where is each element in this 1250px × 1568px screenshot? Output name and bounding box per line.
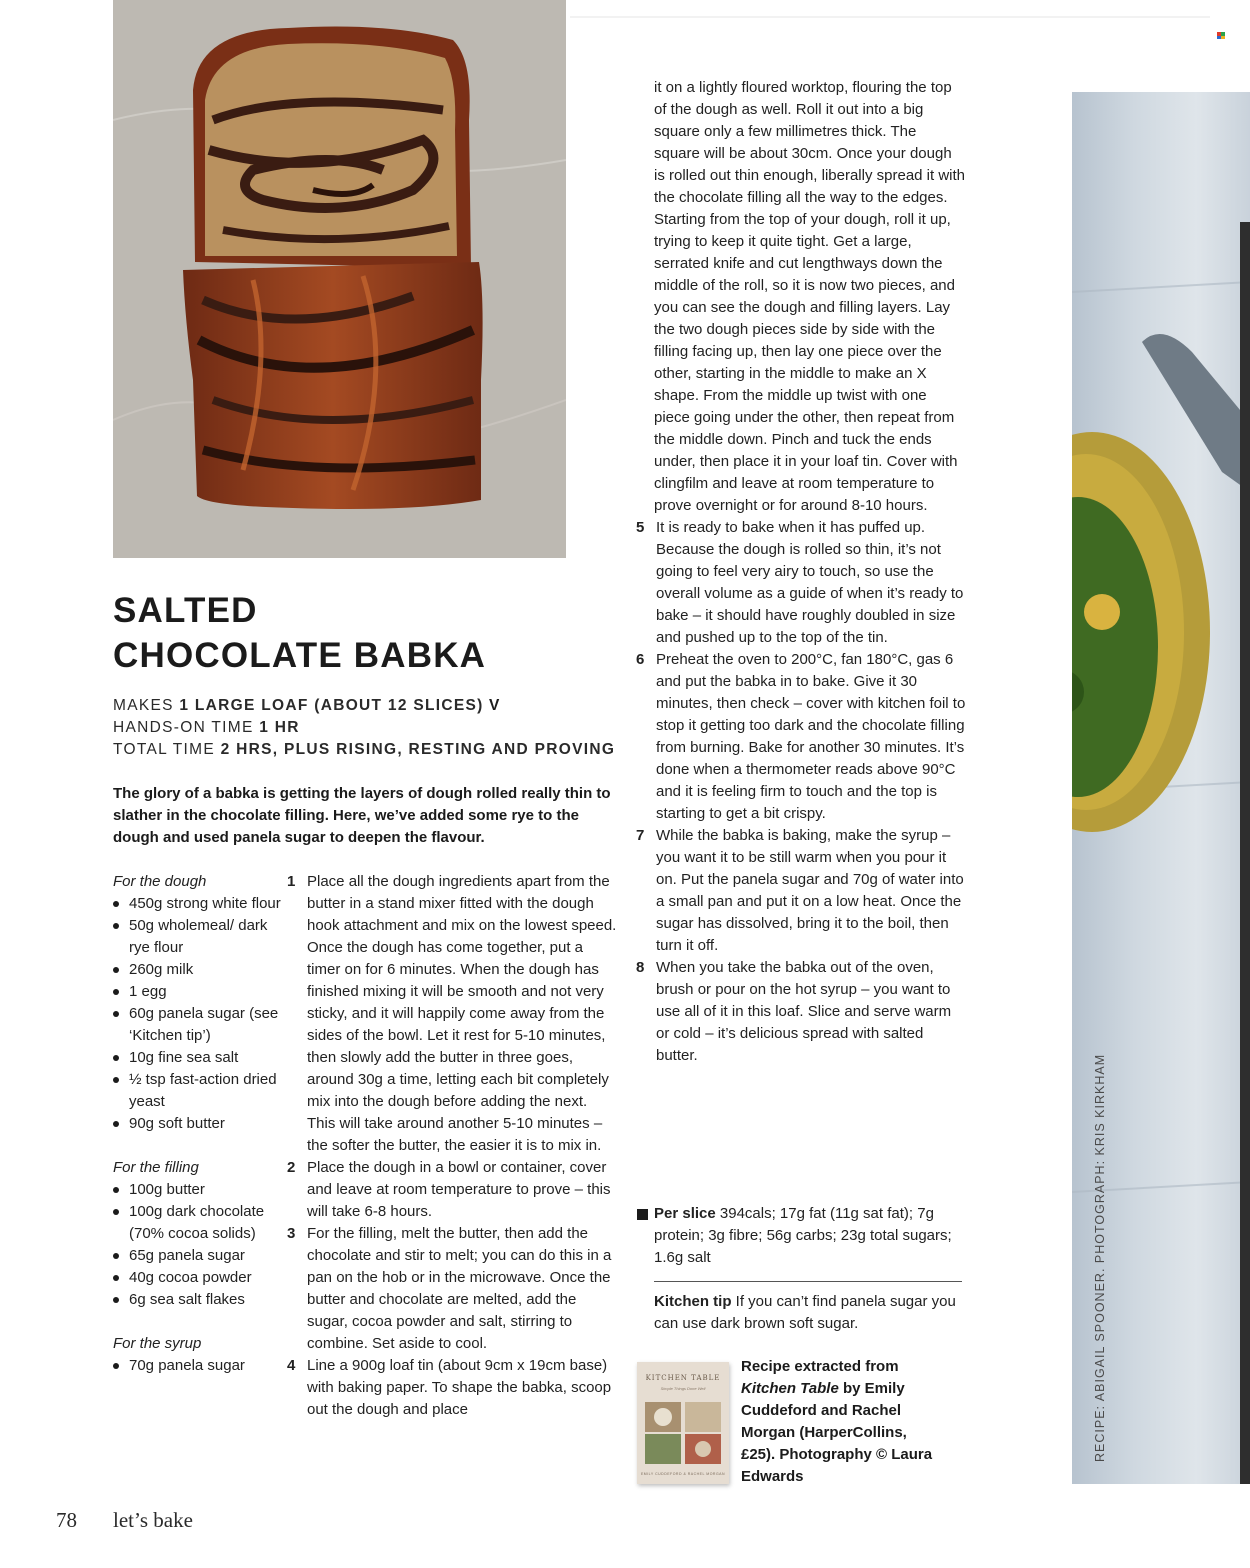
makes-line [113, 697, 484, 715]
step-number: 5 [636, 519, 645, 536]
list-item: 100g butter [113, 1179, 283, 1201]
list-item: 100g dark chocolate (70% cocoa solids) [113, 1201, 283, 1245]
credit-before: Recipe extracted from [741, 1358, 899, 1375]
list-item: 90g soft butter [113, 1113, 283, 1135]
list-item: 6g sea salt flakes [113, 1289, 283, 1311]
makes-label: MAKES [113, 697, 174, 714]
ingredients [113, 871, 283, 1399]
nutrition-text: 394cals; 17g fat (11g sat fat); 7g protein; 3g fibre; 56g carbs; 23g total sugars; 1.6g salt [654, 1205, 952, 1266]
book-cover-title: KITCHEN TABLE [645, 1374, 721, 1382]
page-number: 78 [56, 1508, 77, 1532]
kitchen-tip-label: Kitchen tip [654, 1293, 732, 1310]
total-time-value: 2 HRS, PLUS RISING, RESTING AND PROVING [220, 741, 616, 758]
recipe-title [113, 588, 486, 678]
list-item: 70g panela sugar [113, 1355, 283, 1377]
method-step-1 [287, 871, 617, 1157]
step-text: It is ready to bake when it has puffed up. Because the dough is rolled so thin, it’s not going to feel very airy to touch, so use the overall volume as a guide of when it’s ready to bake – it should have roughly doubled in size and pushed up to the top of the tin. [656, 519, 964, 646]
photo-credit: RECIPE: ABIGAIL SPOONER. PHOTOGRAPH: KRIS KIRKHAM [1093, 1053, 1107, 1462]
top-rule [570, 16, 1210, 18]
step-number: 4 [287, 1357, 296, 1374]
title-line-1: SALTED [113, 591, 258, 630]
method-column-2 [636, 77, 966, 1067]
filling-heading: For the filling [113, 1159, 199, 1176]
step-text: For the filling, melt the butter, then add the chocolate and stir to melt; you can do this in a pan on the hob or in the microwave. Once the butter and chocolate are melted, add the sugar, cocoa powder and salt, stirring to combine. Set aside to cool. [307, 1225, 612, 1352]
syrup-heading: For the syrup [113, 1335, 202, 1352]
step-text: Preheat the oven to 200°C, fan 180°C, gas 6 and put the babka in to bake. Give it 30 minutes, then check – cover with kitchen foil to stop it getting too dark and the chocolate filling from burning. Bake for another 30 minutes. It’s done when a thermometer reads above 90°C and it is feeling firm to touch and the top is starting to get a bit crispy. [656, 651, 966, 822]
list-item: 450g strong white flour [113, 893, 283, 915]
hands-on-label: HANDS-ON TIME [113, 719, 254, 736]
list-item: 60g panela sugar (see ‘Kitchen tip’) [113, 1003, 283, 1047]
syrup-list [113, 1355, 283, 1377]
corner-logo-icon [1217, 32, 1225, 39]
list-item: 65g panela sugar [113, 1245, 283, 1267]
nutrition-info [636, 1203, 966, 1269]
total-time-line [113, 741, 615, 759]
kitchen-tip [654, 1291, 964, 1335]
credit-book-title: Kitchen Table [741, 1380, 839, 1397]
step-number: 3 [287, 1225, 296, 1242]
step-number: 7 [636, 827, 645, 844]
step-text: Line a 900g loaf tin (about 9cm x 19cm base) with baking paper. To shape the babka, scoop out the dough and place [307, 1357, 612, 1418]
dough-heading: For the dough [113, 873, 207, 890]
list-item: 1 egg [113, 981, 283, 1003]
credit-after: by Emily Cuddeford and Rachel Morgan (HarperCollins, £25). Photography © Laura Edwards [741, 1380, 933, 1485]
step-number: 2 [287, 1159, 296, 1176]
hands-on-value: 1 HR [259, 719, 300, 736]
makes-value: 1 LARGE LOAF (ABOUT 12 SLICES) [179, 697, 484, 714]
method-step-4-continued: it on a lightly floured worktop, flouring the top of the dough as well. Roll it out into a big square only a few millimetres thick. The square will be about 30cm. Once your dough is rolled out thin enough, liberally spread it with the chocolate filling all the way to the edges. Starting from the top of your dough, roll it up, trying to keep it quite tight. Get a large, serrated knife and cut lengthways down the middle of the roll, so it is now two pieces, and you can see the dough and filling layers. Lay the two dough pieces side by side with the filling facing up, then lay one piece over the other, starting in the middle to make an X shape. From the middle up twist with one piece going under the other, then repeat from the middle down. Pinch and tuck the ends under, then place it in your loaf tin. Cover with clingfilm and leave at room temperature to prove overnight or for around 8-10 hours. [654, 79, 966, 514]
book-cover-subtitle: Simple Things Done Well [660, 1386, 706, 1391]
list-item: ½ tsp fast-action dried yeast [113, 1069, 283, 1113]
book-credit [741, 1356, 941, 1488]
step-text: Place the dough in a bowl or container, cover and leave at room temperature to prove – this will take 6-8 hours. [307, 1159, 611, 1220]
list-item: 50g wholemeal/ dark rye flour [113, 915, 283, 959]
step-text: Place all the dough ingredients apart from the butter in a stand mixer fitted with the dough hook attachment and mix on the lowest speed. Once the dough has come together, put a timer on for 6 minutes. When the dough has finished mixing it will be smooth and not very sticky, and it will happily come away from the sides of the bowl. Let it rest for 5-10 minutes, then slowly add the butter in three goes, around 30g a time, letting each bit completely mix into the dough before adding the next. This will take around another 5-10 minutes – the softer the butter, the easier it is to mix in. [307, 873, 617, 1154]
intro-paragraph: The glory of a babka is getting the layers of dough rolled really thin to slather in the chocolate filling. Here, we’ve added some rye to the dough and used panela sugar to deepen the flavour. [113, 785, 611, 846]
nutrition-label: Per slice [654, 1205, 716, 1222]
book-cover-authors: EMILY CUDDEFORD & RACHEL MORGAN [640, 1472, 726, 1476]
dough-list [113, 893, 283, 1135]
step-number: 6 [636, 651, 645, 668]
method-column-1 [287, 871, 617, 1421]
babka-photo [113, 0, 566, 558]
step-number: 1 [287, 873, 296, 890]
divider [654, 1281, 962, 1282]
method-step-4 [287, 1355, 617, 1421]
method-step-7 [636, 825, 966, 957]
square-bullet-icon [637, 1209, 648, 1220]
step-text: While the babka is baking, make the syrup – you want it to be still warm when you pour it on. Put the panela sugar and 70g of water into a small pan and put it on a low heat. Once the sugar has dissolved, bring it to the boil, then turn it off. [656, 827, 964, 954]
filling-list [113, 1179, 283, 1311]
list-item: 40g cocoa powder [113, 1267, 283, 1289]
total-time-label: TOTAL TIME [113, 741, 215, 758]
title-line-2: CHOCOLATE BABKA [113, 636, 487, 675]
list-item: 260g milk [113, 959, 283, 981]
magazine-name: let’s bake [113, 1508, 193, 1532]
method-step-5 [636, 517, 966, 649]
vegetarian-mark: V [489, 697, 500, 714]
method-step-6 [636, 649, 966, 825]
book-cover-image [637, 1362, 729, 1484]
step-number: 8 [636, 959, 645, 976]
method-step-3 [287, 1223, 617, 1355]
method-step-8 [636, 957, 966, 1067]
hands-on-line [113, 719, 300, 737]
kitchen-tip-text: If you can’t find panela sugar you can use dark brown soft sugar. [654, 1293, 956, 1332]
method-step-2 [287, 1157, 617, 1223]
step-text: When you take the babka out of the oven, brush or pour on the hot syrup – you want to use all of it in this loaf. Slice and serve warm or cold – it’s delicious spread with salted butter. [656, 959, 952, 1064]
list-item: 10g fine sea salt [113, 1047, 283, 1069]
